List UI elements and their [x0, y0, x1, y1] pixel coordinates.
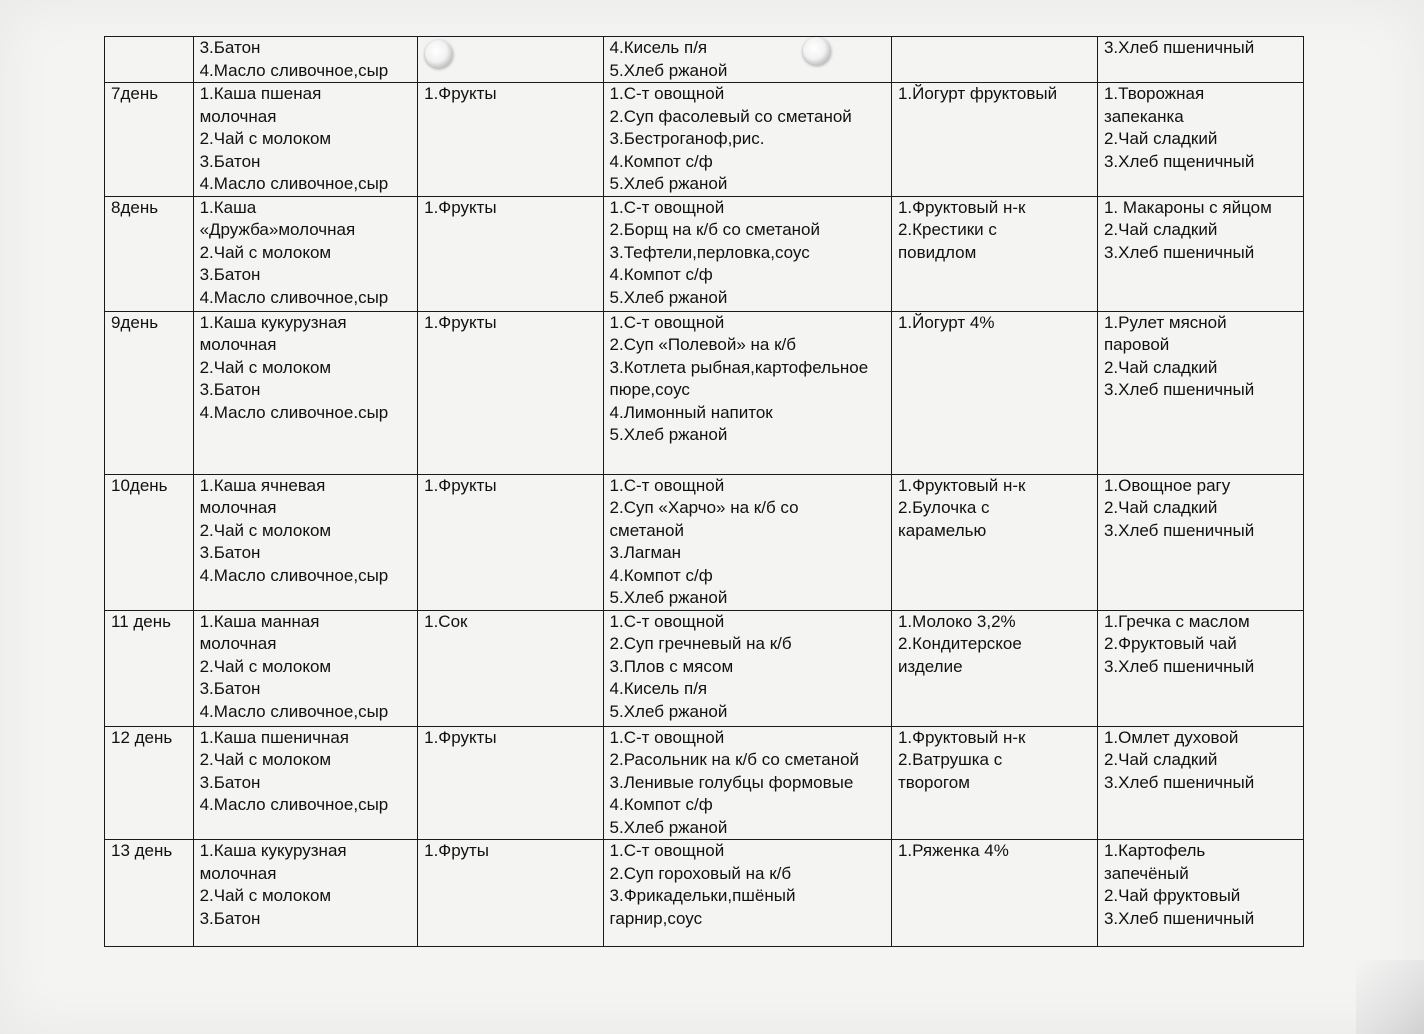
- menu-item: 3.Батон: [199, 679, 261, 698]
- snack-cell: [418, 37, 603, 83]
- menu-item: 3.Хлеб пшеничный: [1103, 380, 1255, 399]
- menu-item: 3.Батон: [199, 151, 261, 171]
- menu-item: 2.Чай с молоком: [199, 129, 332, 148]
- day-cell: [105, 726, 194, 840]
- menu-item: 3.Котлета рыбная,картофельное: [609, 357, 869, 377]
- menu-item: 1.С-т овощной: [609, 475, 725, 495]
- day-cell: [105, 83, 194, 197]
- menu-item: 1. Макароны с яйцом: [1103, 197, 1272, 217]
- menu-item: 1.Фруктовый н-к: [897, 197, 1026, 217]
- menu-item: 2.Борщ на к/б со сметаной: [609, 220, 821, 239]
- afternoon-snack-cell: [891, 83, 1097, 197]
- menu-item: молочная: [199, 106, 277, 126]
- menu-item: 2.Чай фруктовый: [1103, 886, 1241, 905]
- menu-item: 2.Чай сладкий: [1103, 220, 1218, 239]
- menu-item: 3.Фрикадельки,пшёный: [609, 886, 796, 905]
- day-label: 8день: [111, 197, 159, 217]
- menu-item: запечёный: [1103, 863, 1189, 883]
- menu-item: 1.Фрукты: [424, 197, 497, 217]
- breakfast-cell: [193, 840, 418, 947]
- menu-item: 1.Каша ячневая: [199, 475, 326, 495]
- menu-item: 3.Батон: [199, 543, 261, 562]
- menu-item: 1.С-т овощной: [609, 84, 725, 103]
- snack-cell: [418, 311, 603, 474]
- menu-item: 4.Масло сливочное,сыр: [199, 701, 389, 721]
- menu-item: 3.Хлеб пшеничный: [1103, 38, 1255, 57]
- snack-cell: [418, 840, 603, 947]
- menu-item: сметаной: [609, 520, 684, 540]
- menu-item: 1.Каша пшеничная: [199, 727, 350, 747]
- afternoon-snack-cell: [891, 610, 1097, 726]
- menu-item: 3.Хлеб пшеничный: [1103, 520, 1255, 540]
- menu-item: 2.Чай сладкий: [1103, 129, 1218, 148]
- menu-item: 2.Суп «Харчо» на к/б со: [609, 498, 799, 517]
- menu-item: 2.Крестики с: [897, 220, 997, 239]
- table-row: [105, 83, 1304, 197]
- menu-item: 4.Масло сливочное,сыр: [199, 287, 389, 307]
- menu-item: 2.Расольник на к/б со сметаной: [609, 750, 860, 769]
- menu-item: 1.Фрукты: [424, 475, 497, 495]
- day-label: 10день: [111, 475, 168, 495]
- menu-item: 5.Хлеб ржаной: [609, 174, 728, 193]
- menu-item: 1.С-т овощной: [609, 841, 725, 860]
- menu-item: молочная: [199, 335, 277, 354]
- menu-item: 3.Хлеб пщеничный: [1103, 151, 1255, 171]
- snack-cell: [418, 474, 603, 610]
- menu-item: 4.Масло сливочное,сыр: [199, 795, 389, 814]
- menu-item: 4.Компот с/ф: [609, 265, 713, 284]
- menu-item: 1.Омлет духовой: [1103, 727, 1239, 747]
- day-label: 13 день: [111, 841, 173, 860]
- menu-item: 2.Фруктовый чай: [1103, 634, 1237, 653]
- menu-item: 3.Батон: [199, 265, 261, 284]
- menu-item: запеканка: [1103, 106, 1184, 126]
- menu-item: 1.Картофель: [1103, 841, 1206, 860]
- menu-item: карамелью: [897, 520, 987, 540]
- lunch-cell: [603, 840, 891, 947]
- dinner-cell: [1097, 83, 1303, 197]
- menu-item: 5.Хлеб ржаной: [609, 425, 728, 444]
- lunch-cell: [603, 196, 891, 311]
- day-cell: [105, 37, 194, 83]
- menu-item: 3.Хлеб пшеничный: [1103, 656, 1255, 676]
- day-cell: [105, 840, 194, 947]
- breakfast-cell: [193, 83, 418, 197]
- breakfast-cell: [193, 196, 418, 311]
- menu-item: повидлом: [897, 242, 977, 262]
- menu-item: 5.Хлеб ржаной: [609, 817, 728, 837]
- menu-item: молочная: [199, 863, 277, 883]
- menu-item: 2.Чай сладкий: [1103, 498, 1218, 517]
- menu-table: [104, 36, 1304, 947]
- menu-item: 3.Батон: [199, 38, 261, 57]
- menu-item: 1.Каша пшеная: [199, 84, 322, 103]
- table-row: [105, 474, 1304, 610]
- lunch-cell: [603, 311, 891, 474]
- menu-item: паровой: [1103, 335, 1170, 354]
- table-row: [105, 311, 1304, 474]
- dinner-cell: [1097, 474, 1303, 610]
- menu-item: 3.Хлеб пшеничный: [1103, 908, 1255, 928]
- day-cell: [105, 610, 194, 726]
- menu-item: 4.Компот с/ф: [609, 565, 713, 585]
- afternoon-snack-cell: [891, 840, 1097, 947]
- menu-item: 3.Батон: [199, 380, 261, 399]
- menu-item: 1.Творожная: [1103, 84, 1205, 103]
- afternoon-snack-cell: [891, 311, 1097, 474]
- dinner-cell: [1097, 726, 1303, 840]
- menu-item: «Дружба»молочная: [199, 220, 356, 239]
- menu-item: 2.Чай с молоком: [199, 520, 332, 540]
- menu-item: 4.Масло сливочное.сыр: [199, 402, 389, 422]
- menu-item: 4.Масло сливочное,сыр: [199, 565, 389, 585]
- menu-item: 4.Компот с/ф: [609, 151, 713, 171]
- afternoon-snack-cell: [891, 474, 1097, 610]
- menu-item: 2.Суп гречневый на к/б: [609, 634, 792, 653]
- day-label: 7день: [111, 84, 159, 103]
- menu-item: 4.Лимонный напиток: [609, 402, 773, 422]
- breakfast-cell: [193, 37, 418, 83]
- menu-item: 1.С-т овощной: [609, 727, 725, 747]
- afternoon-snack-cell: [891, 726, 1097, 840]
- menu-item: 2.Чай сладкий: [1103, 750, 1218, 769]
- menu-item: 1.Фрукты: [424, 727, 497, 747]
- menu-item: 5.Хлеб ржаной: [609, 60, 728, 80]
- menu-item: 1.Каша кукурузная: [199, 841, 347, 860]
- menu-item: 5.Хлеб ржаной: [609, 701, 728, 721]
- menu-item: 2.Чай с молоком: [199, 750, 332, 769]
- menu-item: 2.Чай с молоком: [199, 242, 332, 262]
- dinner-cell: [1097, 196, 1303, 311]
- afternoon-snack-cell: [891, 37, 1097, 83]
- menu-item: 1.Йогурт фруктовый: [897, 84, 1058, 103]
- breakfast-cell: [193, 474, 418, 610]
- menu-item: 1.Фруктовый н-к: [897, 727, 1026, 747]
- menu-item: творогом: [897, 772, 970, 792]
- menu-item: молочная: [199, 634, 277, 653]
- menu-item: 4.Кисель п/я: [609, 679, 708, 698]
- menu-item: 3.Лагман: [609, 543, 682, 562]
- menu-item: 3.Бестроганоф,рис.: [609, 129, 765, 148]
- menu-item: 1.Фруктовый н-к: [897, 475, 1026, 495]
- menu-item: 3.Хлеб пшеничный: [1103, 242, 1255, 262]
- table-row: [105, 196, 1304, 311]
- menu-item: 3.Плов с мясом: [609, 656, 734, 676]
- day-label: 9день: [111, 312, 159, 332]
- lunch-cell: [603, 474, 891, 610]
- menu-item: 2.Чай с молоком: [199, 656, 332, 676]
- menu-item: 1.Ряженка 4%: [897, 841, 1009, 860]
- menu-item: 1.С-т овощной: [609, 197, 725, 217]
- menu-item: 1.Каша кукурузная: [199, 312, 347, 332]
- menu-item: гарнир,соус: [609, 908, 703, 928]
- day-cell: [105, 196, 194, 311]
- menu-item: 1.Йогурт 4%: [897, 312, 995, 332]
- afternoon-snack-cell: [891, 196, 1097, 311]
- menu-item: пюре,соус: [609, 380, 690, 399]
- menu-item: 3.Ленивые голубцы формовые: [609, 772, 854, 792]
- menu-item: 1.С-т овощной: [609, 611, 725, 631]
- menu-item: 5.Хлеб ржаной: [609, 287, 728, 307]
- menu-item: 1.Молоко 3,2%: [897, 611, 1016, 631]
- menu-item: 3.Хлеб пшеничный: [1103, 772, 1255, 792]
- menu-item: 3.Батон: [199, 772, 261, 792]
- menu-item: изделие: [897, 656, 963, 676]
- breakfast-cell: [193, 610, 418, 726]
- menu-item: 1.Гречка с маслом: [1103, 611, 1250, 631]
- day-cell: [105, 311, 194, 474]
- menu-item: 5.Хлеб ржаной: [609, 588, 728, 607]
- lunch-cell: [603, 83, 891, 197]
- dinner-cell: [1097, 610, 1303, 726]
- dinner-cell: [1097, 37, 1303, 83]
- day-cell: [105, 474, 194, 610]
- breakfast-cell: [193, 311, 418, 474]
- menu-item: 1.Каша: [199, 197, 257, 217]
- day-label: 12 день: [111, 727, 173, 747]
- menu-item: 3.Батон: [199, 908, 261, 928]
- menu-item: 2.Суп «Полевой» на к/б: [609, 335, 796, 354]
- menu-item: 4.Масло сливочное,сыр: [199, 60, 389, 80]
- snack-cell: [418, 83, 603, 197]
- menu-item: 2.Булочка с: [897, 498, 990, 517]
- snack-cell: [418, 726, 603, 840]
- menu-table-body: [105, 37, 1304, 947]
- menu-item: 1.Фрукты: [424, 312, 497, 332]
- menu-item: 1.Сок: [424, 611, 468, 631]
- table-row: [105, 610, 1304, 726]
- day-label: 11 день: [111, 611, 171, 631]
- menu-item: 4.Масло сливочное,сыр: [199, 174, 389, 193]
- menu-item: 2.Чай с молоком: [199, 886, 332, 905]
- menu-item: 2.Суп гороховый на к/б: [609, 863, 792, 883]
- menu-item: 1.Рулет мясной: [1103, 312, 1227, 332]
- snack-cell: [418, 610, 603, 726]
- snack-cell: [418, 196, 603, 311]
- menu-item: 4.Кисель п/я: [609, 38, 708, 57]
- menu-item: 4.Компот с/ф: [609, 795, 713, 814]
- menu-item: 3.Тефтели,перловка,соус: [609, 242, 810, 262]
- dinner-cell: [1097, 840, 1303, 947]
- menu-item: 1.С-т овощной: [609, 312, 725, 332]
- menu-item: 1.Каша манная: [199, 611, 320, 631]
- lunch-cell: [603, 726, 891, 840]
- table-row: [105, 840, 1304, 947]
- menu-item: 1.Фруты: [424, 841, 489, 860]
- table-row: [105, 726, 1304, 840]
- menu-item: 2.Чай сладкий: [1103, 357, 1218, 377]
- menu-item: 2.Чай с молоком: [199, 357, 332, 377]
- breakfast-cell: [193, 726, 418, 840]
- menu-item: 1.Фрукты: [424, 84, 497, 103]
- table-row: [105, 37, 1304, 83]
- menu-item: 1.Овощное рагу: [1103, 475, 1231, 495]
- page-corner-fold: [1356, 960, 1424, 1034]
- menu-item: 2.Ватрушка с: [897, 750, 1003, 769]
- menu-item: 2.Суп фасолевый со сметаной: [609, 106, 852, 126]
- lunch-cell: [603, 37, 891, 83]
- menu-item: молочная: [199, 498, 277, 517]
- menu-item: 2.Кондитерское: [897, 634, 1022, 653]
- dinner-cell: [1097, 311, 1303, 474]
- lunch-cell: [603, 610, 891, 726]
